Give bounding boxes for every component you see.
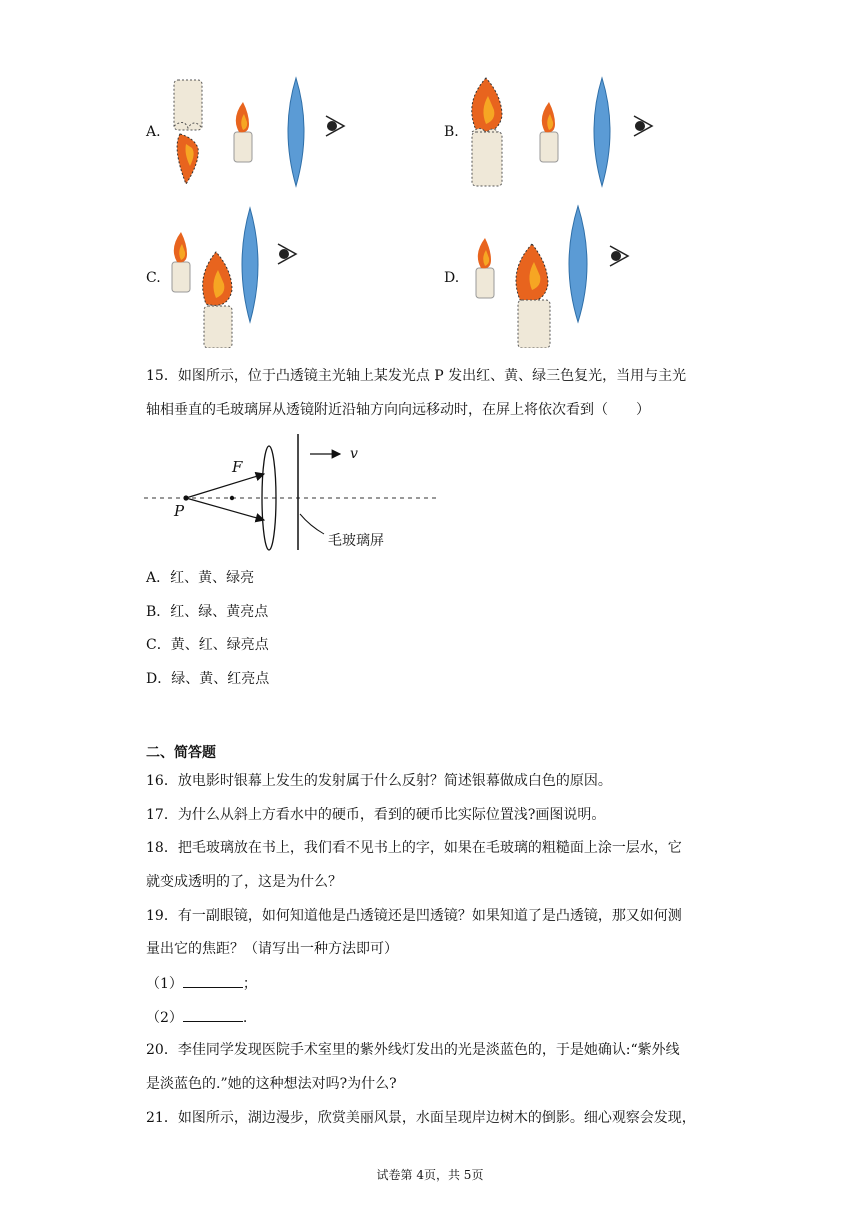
option-c-label: C.	[146, 270, 161, 286]
q19-answer-blank-1[interactable]	[183, 973, 243, 988]
q15-option-c: C．黄、红、绿亮点	[146, 637, 269, 653]
q15-option-a: A．红、黄、绿亮	[146, 570, 255, 586]
q19-text-line1: 19．有一副眼镜，如何知道他是凸透镜还是凹透镜？如果知道了是凸透镜，那又如何测	[146, 908, 682, 924]
page-footer: 试卷第 4页，共 5页	[376, 1168, 484, 1182]
q16-text: 16．放电影时银幕上发生的发射属于什么反射？简述银幕做成白色的原因。	[146, 773, 612, 789]
q15-diagram	[140, 428, 450, 558]
q15-text-line1: 15．如图所示，位于凸透镜主光轴上某发光点 P 发出红、黄、绿三色复光，当用与主光	[146, 368, 687, 384]
label-f: F	[232, 458, 243, 476]
option-c-figure	[166, 206, 316, 348]
option-d-figure	[468, 204, 648, 348]
section-heading: 二、简答题	[146, 745, 216, 761]
q17-text: 17．为什么从斜上方看水中的硬币，看到的硬币比实际位置浅?画图说明。	[146, 807, 606, 823]
label-v: v	[350, 446, 358, 462]
q19-blank1-suffix: ；	[242, 976, 257, 992]
q19-text-line2: 量出它的焦距？（请写出一种方法即可）	[146, 941, 398, 957]
screen-label: 毛玻璃屏	[328, 533, 384, 549]
option-a-figure	[166, 74, 356, 192]
q20-text-line1: 20．李佳同学发现医院手术室里的紫外线灯发出的光是淡蓝色的，于是她确认:“紫外线	[146, 1042, 680, 1058]
q20-text-line2: 是淡蓝色的.”她的这种想法对吗?为什么?	[146, 1076, 397, 1092]
q19-blank2-suffix: .	[242, 1010, 248, 1026]
q19-blank2	[146, 1007, 247, 1028]
label-p: P	[174, 502, 185, 520]
q18-text-line2: 就变成透明的了，这是为什么？	[146, 874, 342, 890]
q15-text-line2: 轴相垂直的毛玻璃屏从透镜附近沿轴方向向远移动时，在屏上将依次看到（ ）	[146, 402, 650, 418]
q21-text-line1: 21．如图所示，湖边漫步，欣赏美丽风景，水面呈现岸边树木的倒影。细心观察会发现，	[146, 1110, 696, 1126]
q18-text-line1: 18．把毛玻璃放在书上，我们看不见书上的字，如果在毛玻璃的粗糙面上涂一层水，它	[146, 840, 682, 856]
option-a-label: A.	[146, 124, 161, 140]
option-d-label: D.	[444, 270, 460, 286]
q15-option-b: B．红、绿、黄亮点	[146, 604, 269, 620]
option-b-label: B.	[444, 124, 459, 140]
q19-blank2-prefix: （2）	[146, 1010, 183, 1026]
q19-answer-blank-2[interactable]	[183, 1007, 243, 1022]
option-b-figure	[464, 74, 664, 192]
q15-option-d: D．绿、黄、红亮点	[146, 671, 270, 687]
q19-blank1	[146, 973, 257, 994]
q19-blank1-prefix: （1）	[146, 976, 183, 992]
